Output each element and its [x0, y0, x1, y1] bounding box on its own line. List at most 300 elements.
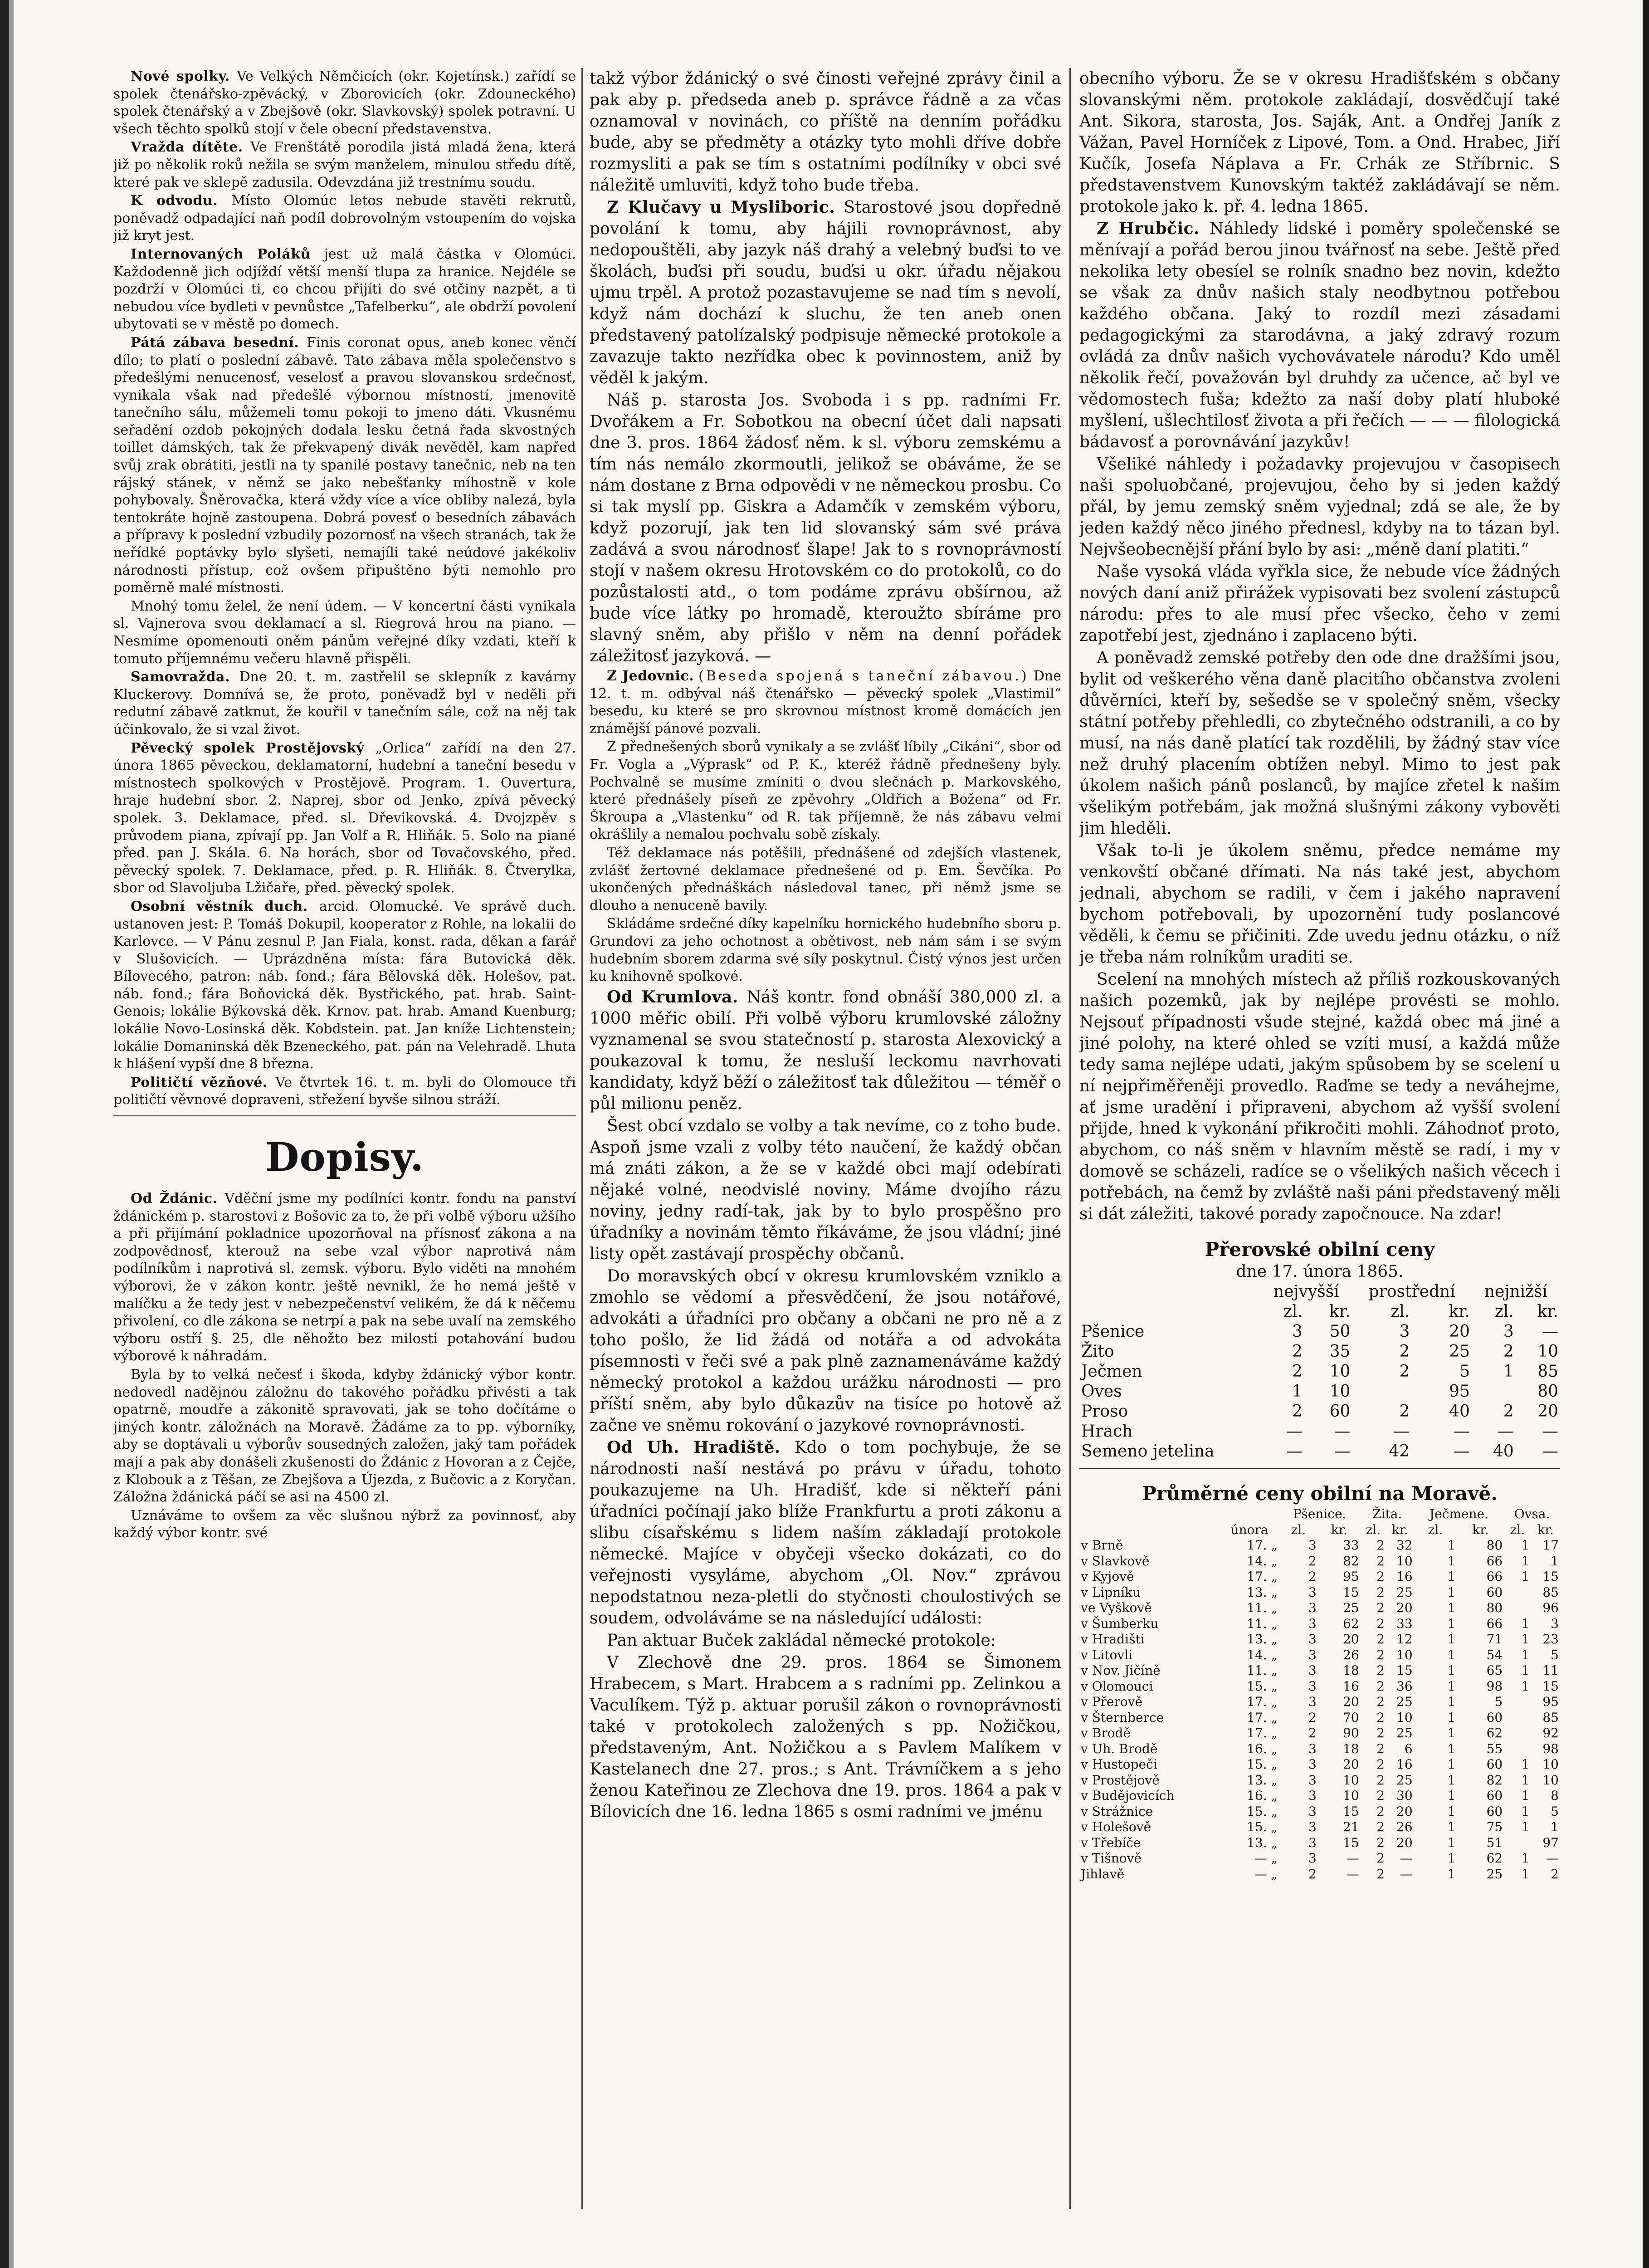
price-cell: 1: [1447, 1694, 1456, 1709]
article-paragraph: [113, 1366, 576, 1506]
price-cell: [1352, 1382, 1411, 1402]
price-cell: 3: [1308, 1741, 1317, 1756]
price-cell: 5: [1494, 1694, 1503, 1709]
price-cell: 3: [1308, 1788, 1317, 1803]
article-text: Ve čtvrtek 16. t. m. byli do Olomouce tři političtí věvnové dopraveni, střežení byvše silnou stráží.: [113, 1074, 576, 1108]
price-cell: 1: [1447, 1819, 1456, 1834]
price-cell: 15: [1343, 1584, 1359, 1600]
price-cell: 5: [1551, 1647, 1559, 1662]
price-cell: 85: [1542, 1710, 1559, 1725]
unit-header: zl.: [1510, 1522, 1525, 1537]
place-name: v Přerově: [1081, 1694, 1143, 1709]
price-cell: 70: [1343, 1710, 1359, 1725]
article-text: Náš p. starosta Jos. Svoboda i s pp. radními Fr. Dvořákem a Fr. Sobotkou na obecní účet dali napsati dne 3. pros. 1864 žádosť něm. k sl. výboru zemskému a tím nás nemálo zkormoutli, jelikož se obáváme, že se nám dostane z Brna odpovědi v ne německou prosbu. Co si tak myslí pp. Giskra a Adamčík v zemském výboru, když pozorují, jak ten lid slovanský sám své práva zadává a svou národnosť šlape! Jak to s rovnoprávností stojí v našem okresu Hrotovském co do protokolů, co do pozůstalosti atd., o tom podáme zprávu obšírnou, až bude více látky po hromadě, kteroužto sbíráme pro slavný sněm, aby přišlo v něm na denní pořádek záležitosť jazyková. —: [590, 391, 1061, 665]
price-cell: 25: [1449, 1342, 1470, 1361]
market-day: 16. „: [1247, 1788, 1278, 1803]
price-cell: 1: [1521, 1616, 1530, 1631]
price-cell: 42: [1389, 1442, 1410, 1461]
place-name: v Budějovicích: [1081, 1788, 1175, 1803]
place-name: v Kyjově: [1081, 1569, 1134, 1584]
article-lead: K odvodu.: [131, 193, 232, 209]
price-cell: 1: [1447, 1538, 1456, 1553]
market-day: 14. „: [1247, 1553, 1278, 1569]
article-paragraph: [113, 334, 576, 597]
article-paragraph: [590, 1266, 1061, 1436]
column-header: nejvyšší: [1273, 1282, 1339, 1301]
price-cell: 1: [1521, 1538, 1530, 1553]
price-cell: 2: [1308, 1725, 1317, 1740]
article-text: A poněvadž zemské potřeby den ode dne dražšími jsou, bylit od veškerého věna daně placitího občanstva zvoleni důvěrníci, kteří by, sešedše se v společný sněm, všecky státní potřeby přehledli, co zbytečného odstranili, a co by musí, na nás daně platící tak rozdělili, by žádný stav více než druhý placením obtížen nebyl. Mimo to jest pak úkolem našich pánů poslanců, by majíce zřetel k našim všelikým potřebám, jak možná slušnými zákony vybověti jim hleděli.: [1079, 649, 1560, 838]
price-cell: 2: [1308, 1710, 1317, 1725]
unit-header: zl.: [1291, 1522, 1306, 1537]
price-cell: 1: [1521, 1866, 1530, 1882]
price-cell: 18: [1343, 1741, 1359, 1756]
market-day: 17. „: [1247, 1725, 1278, 1740]
price-cell: —: [1542, 1422, 1558, 1441]
table-header-row: [1079, 1282, 1560, 1302]
market-day: 13. „: [1247, 1835, 1278, 1850]
price-cell: 2: [1376, 1851, 1385, 1866]
price-cell: 2: [1376, 1538, 1385, 1553]
price-cell: 95: [1542, 1694, 1559, 1709]
place-name: v Hradišti: [1081, 1632, 1145, 1647]
price-cell: 10: [1396, 1647, 1413, 1662]
month-header: února: [1230, 1522, 1268, 1537]
table-corner: [1079, 1506, 1220, 1522]
price-cell: 2: [1376, 1569, 1385, 1584]
article-paragraph: [113, 598, 576, 668]
price-cell: 26: [1396, 1819, 1413, 1834]
price-cell: 1: [1447, 1678, 1456, 1694]
price-cell: 85: [1537, 1362, 1558, 1381]
price-cell: 2: [1376, 1632, 1385, 1647]
dopisy-section: [113, 1190, 576, 1542]
price-cell: 66: [1486, 1616, 1503, 1631]
price-cell: 3: [1308, 1616, 1317, 1631]
price-cell: 32: [1396, 1538, 1413, 1553]
article-paragraph: [113, 740, 576, 897]
article-lead: Od Krumlova.: [607, 987, 747, 1007]
price-cell: 16: [1396, 1757, 1413, 1772]
price-cell: 96: [1542, 1600, 1559, 1615]
price-cell: 3: [1399, 1322, 1410, 1341]
grain-name: Žito: [1081, 1342, 1114, 1361]
price-cell: 85: [1542, 1584, 1559, 1600]
table-row: [1079, 1382, 1560, 1402]
price-cell: 1: [1551, 1553, 1559, 1569]
price-cell: 3: [1308, 1647, 1317, 1662]
table-row: [1079, 1600, 1560, 1616]
price-cell: 33: [1343, 1538, 1359, 1553]
table-row: [1079, 1616, 1560, 1632]
price-cell: —: [1546, 1851, 1559, 1866]
article-text: Naše vysoká vláda vyřkla sice, že nebude více žádných nových daní aniž přirážek vypisovati bez svolení zástupců národu: přes to ale musí přec všecko, čeho v zemi zapotřebí jest, zjednáno i zaplaceno býti.: [1079, 562, 1560, 645]
price-cell: —: [1286, 1442, 1303, 1461]
market-day: 15. „: [1247, 1757, 1278, 1772]
unit-header: kr.: [1329, 1302, 1351, 1321]
unit-header: zl.: [1494, 1302, 1514, 1321]
price-cell: 1: [1521, 1632, 1530, 1647]
article-lead: Nové spolky.: [131, 68, 237, 84]
article-paragraph: Skládáme srdečné díky kapelníku hornického hudebního sboru p. Grundovi za jeho ochotnost a obětivost, neb nám sám i se svým hudebním sborem zdarma své síly poskytnul. Čistý výnos jest určen ku knihovně spolkové.: [590, 916, 1061, 985]
local-news: [113, 68, 576, 1109]
article-text: Všeliké náhledy i požadavky projevujou v časopisech naši spoluobčané, projevujou, čeho by si jeden každý přál, by jemu zemský sněm vyjednal; zdá se ale, že by jeden každý něco jiného přednesl, kdyby na to tázan byl. Nejvšeobecnější přání bylo by asi: „méně daní platiti.“: [1079, 455, 1560, 559]
price-cell: [1504, 1725, 1531, 1741]
grain-name: Hrach: [1081, 1422, 1133, 1441]
column-header: Ječmene.: [1429, 1506, 1488, 1521]
price-cell: 1: [1447, 1569, 1456, 1584]
price-cell: 3: [1308, 1584, 1317, 1600]
column-3: [1079, 68, 1560, 2227]
table-row: [1079, 1585, 1560, 1601]
market-day: 11. „: [1247, 1600, 1278, 1615]
price-cell: 3: [1551, 1616, 1559, 1631]
table-row: [1079, 1710, 1560, 1726]
price-cell: 3: [1308, 1663, 1317, 1678]
article-text: Do moravských obcí v okresu krumlovském vzniklo a zmohlo se vědomí a přesvědčení, že jsou notářové, advokáti a úřadníci pro občany a občani ne pro ně a z toho pošlo, že lid žádá od notářa a od advokáta písemnosti v řeči své a pak plně zaznamenáváme každý německý protokol a každou urážku národnosti — pro příští sněm, aby bylo důkazův na tisíce po hotově až začne ve sněmu rokování o jazykové rovnoprávnosti.: [590, 1266, 1061, 1435]
price-cell: 10: [1542, 1772, 1559, 1788]
place-name: v Nov. Jičíně: [1081, 1663, 1161, 1678]
article-text: Dne 20. t. m. zastřelil se sklepník z kavárny Kluckerovy. Domnívá se, že proto, poněvadž byl v neděli při redutní zábavě zatknut, že kouřil v tanečním sále, což na něj tak účinkovalo, že si vzal život.: [113, 669, 576, 738]
price-cell: 25: [1343, 1600, 1359, 1615]
price-cell: 2: [1376, 1788, 1385, 1803]
price-cell: 3: [1308, 1694, 1317, 1709]
price-cell: 1: [1521, 1647, 1530, 1662]
price-cell: 3: [1292, 1322, 1303, 1341]
table-row: [1079, 1538, 1560, 1554]
article-paragraph: [113, 68, 576, 138]
price-cell: 1: [1521, 1569, 1530, 1584]
column-header: Žita.: [1372, 1506, 1402, 1521]
price-cell: 2: [1376, 1772, 1385, 1788]
unit-header: kr.: [1449, 1302, 1470, 1321]
market-day: 17. „: [1247, 1694, 1278, 1709]
unit-header: zl.: [1390, 1302, 1410, 1321]
price-cell: 1: [1447, 1866, 1456, 1882]
section-divider: [1079, 1468, 1560, 1469]
price-cell: 92: [1542, 1725, 1559, 1740]
price-cell: 60: [1486, 1710, 1503, 1725]
price-cell: 1: [1521, 1757, 1530, 1772]
price-cell: 40: [1493, 1442, 1514, 1461]
price-cell: 10: [1542, 1757, 1559, 1772]
table-row: [1079, 1442, 1560, 1461]
price-cell: 1: [1447, 1741, 1456, 1756]
price-cell: 82: [1486, 1772, 1503, 1788]
price-cell: 20: [1449, 1322, 1470, 1341]
price-cell: 20: [1343, 1694, 1359, 1709]
prerov-prices-date: dne 17. února 1865.: [1236, 1262, 1404, 1281]
article-paragraph: Též deklamace nás potěšili, přednášené od zdejších vlastenek, zvlášť žertovné deklamace přednešené od p. Em. Ševčíka. Po ukončených přednáškách následoval tanec, při němž jsme se dlouho a nenuceně bavily.: [590, 845, 1061, 914]
price-cell: 40: [1449, 1402, 1470, 1421]
column-rule-1: [581, 68, 583, 2209]
price-cell: 26: [1343, 1647, 1359, 1662]
market-day: 17. „: [1247, 1538, 1278, 1553]
price-cell: 2: [1376, 1663, 1385, 1678]
price-cell: [1504, 1694, 1531, 1710]
table-row: [1079, 1663, 1560, 1679]
article-lead: Vražda dítěte.: [131, 139, 251, 156]
article-text: obecního výboru. Že se v okresu Hradišťském s občany slovanskými něm. protokole zakládají, dosvědčují také Ant. Sikora, starosta, Jos. Saják, Ant. a Ondřej Janík z Vážan, Pavel Horníček z Lipové, Tom. a Ond. Hrabec, Jiří Kučík, Josefa Náplava a Fr. Crhák ze Stříbrnic. S představenstvem Kunovským taktéž zakládávají se něm. protokole jako k. př. 4. ledna 1865.: [1079, 69, 1560, 216]
place-name: ve Vyškově: [1081, 1600, 1152, 1615]
article-paragraph: [590, 1437, 1061, 1629]
article-paragraph: [113, 1190, 576, 1365]
article-text: Náhledy lidské i poměry společenské se měnívají a pořád berou jinou tvářnosť na sebe. Ještě před nekolika lety obesíel se rolník snadno bez novin, kdežto se však za dnův našich staly neodbytnou potřebou každého občana. Jaký to rozdíl mezi zásadami pedagogickými za starodávna, a jaký zdravý rozum ovládá za dnův našich vychovávatele národu? Kdo uměl několik řečí, považován byl druhdy za učence, ač byl ve vědomostech fuša; kdežto za naší doby platí hluboké myšlení, ušlechtilosť života a při řečích — — — filologická bádavosť a porovnávání jazykův!: [1079, 220, 1560, 451]
place-name: v Litovli: [1081, 1647, 1133, 1662]
article-paragraph: [590, 197, 1061, 389]
price-cell: 2: [1376, 1725, 1385, 1740]
unit-header: kr.: [1472, 1522, 1489, 1537]
place-name: v Třebíče: [1081, 1835, 1141, 1850]
table-row: [1079, 1835, 1560, 1851]
article-text: Místo Olomúc letos nebude stavěti rekrutů, poněvadž odpadající naň podíl dobrovolným vstoupením do vojska již kryt jest.: [113, 193, 576, 244]
prerov-prices-title: Přerovské obilní ceny: [1205, 1238, 1435, 1261]
price-cell: 2: [1503, 1342, 1514, 1361]
price-cell: [1504, 1741, 1531, 1757]
article-paragraph: takž výbor ždánický o své činosti veřejné zprávy činil a pak aby p. předseda aneb p. správce řádně a za včas oznamoval v novinách, co příště na denním pořádku bude, aby se předměty a otázky tyto mohli dříve dobře rozmysliti a pak se tím s ostatními podílníky v obci své náležitě umluviti, když toho bude třeba.: [590, 69, 1061, 195]
table-row: [1079, 1422, 1560, 1442]
table-unit-row: [1079, 1302, 1560, 1322]
article-paragraph: [590, 987, 1061, 1114]
price-cell: 1: [1447, 1663, 1456, 1678]
price-cell: 5: [1551, 1804, 1559, 1819]
price-cell: —: [1542, 1442, 1558, 1461]
price-cell: 20: [1396, 1835, 1413, 1850]
article-text: Uznáváme to ovšem za věc slušnou nýbrž za povinnosť, aby každý výbor kontr. své: [113, 1507, 576, 1541]
market-day: 14. „: [1247, 1647, 1278, 1662]
price-cell: —: [1334, 1442, 1351, 1461]
article-paragraph: [113, 246, 576, 333]
price-cell: 1: [1521, 1851, 1530, 1866]
place-name: v Slavkově: [1081, 1553, 1150, 1569]
price-cell: 1: [1447, 1725, 1456, 1740]
price-cell: 2: [1376, 1804, 1385, 1819]
article-paragraph: [590, 1115, 1061, 1265]
price-cell: 1: [1503, 1362, 1514, 1381]
column-header: prostřední: [1368, 1282, 1455, 1301]
article-lead: Pátá zábava besední.: [131, 334, 307, 351]
article-paragraph: [1079, 969, 1560, 1225]
price-cell: [1472, 1382, 1516, 1402]
place-name: v Olomouci: [1081, 1678, 1153, 1694]
price-cell: 3: [1308, 1804, 1317, 1819]
price-cell: —: [1453, 1422, 1470, 1441]
price-cell: 16: [1396, 1569, 1413, 1584]
price-cell: 1: [1521, 1804, 1530, 1819]
place-name: v Brodě: [1081, 1725, 1131, 1740]
article-text: Ve Velkých Němčicích (okr. Kojetínsk.) zařídí se spolek čtenářsko-zpěvácký, v Zborovicích (okr. Zdouneckého) spolek čtenářský a v Zbejšově (okr. Slavkovský) spolek potravní. U všech těchto spolků stojí v čele obecní představenstva.: [113, 68, 576, 137]
column-2: [590, 68, 1061, 2209]
article-paragraph: [113, 669, 576, 738]
table-row: [1079, 1342, 1560, 1362]
price-cell: —: [1400, 1851, 1413, 1866]
price-cell: 82: [1343, 1553, 1359, 1569]
table-row: [1079, 1694, 1560, 1710]
market-day: — „: [1254, 1851, 1278, 1866]
table-row: [1079, 1362, 1560, 1382]
table-row: [1079, 1788, 1560, 1804]
table-unit-row: [1079, 1522, 1560, 1538]
price-cell: 1: [1292, 1382, 1303, 1401]
place-name: Jihlavě: [1081, 1866, 1125, 1882]
price-cell: 50: [1329, 1322, 1351, 1341]
price-cell: 2: [1308, 1569, 1317, 1584]
market-day: — „: [1254, 1866, 1278, 1882]
market-day: 13. „: [1247, 1632, 1278, 1647]
price-cell: 2: [1376, 1757, 1385, 1772]
price-cell: 2: [1376, 1741, 1385, 1756]
price-cell: 1: [1447, 1584, 1456, 1600]
unit-header: kr.: [1331, 1522, 1347, 1537]
table-row: [1079, 1322, 1560, 1342]
table-row: [1079, 1554, 1560, 1569]
price-cell: 1: [1551, 1819, 1559, 1834]
grain-name: Pšenice: [1081, 1322, 1145, 1341]
price-cell: 98: [1542, 1741, 1559, 1756]
price-cell: 2: [1292, 1402, 1303, 1421]
price-cell: 10: [1329, 1382, 1351, 1401]
article-paragraph: [1079, 218, 1560, 453]
column-1: [113, 68, 576, 2195]
price-cell: 23: [1542, 1632, 1559, 1647]
table-row: [1079, 1741, 1560, 1757]
price-cell: 33: [1396, 1616, 1413, 1631]
unit-header: kr.: [1391, 1522, 1408, 1537]
price-cell: 1: [1447, 1553, 1456, 1569]
price-cell: 2: [1308, 1553, 1317, 1569]
price-cell: 1: [1447, 1757, 1456, 1772]
price-cell: —: [1334, 1422, 1351, 1441]
price-cell: 25: [1396, 1725, 1413, 1740]
article-lead: Internovaných Poláků: [131, 246, 324, 262]
grain-name: Proso: [1081, 1402, 1128, 1421]
price-cell: 95: [1343, 1569, 1359, 1584]
correspondence-b: [590, 987, 1061, 1823]
price-cell: [1504, 1835, 1531, 1851]
price-cell: 1: [1447, 1647, 1456, 1662]
price-cell: 62: [1486, 1851, 1503, 1866]
price-cell: 80: [1537, 1382, 1558, 1401]
price-cell: —: [1400, 1866, 1413, 1882]
place-name: v Tišnově: [1081, 1851, 1142, 1866]
market-day: 11. „: [1247, 1663, 1278, 1678]
hrubcic-article: [1079, 68, 1560, 1225]
column-header: Ovsa.: [1514, 1506, 1550, 1521]
price-cell: 2: [1292, 1362, 1303, 1381]
market-day: 15. „: [1247, 1804, 1278, 1819]
price-cell: 3: [1308, 1538, 1317, 1553]
price-cell: 2: [1376, 1835, 1385, 1850]
market-day: 15. „: [1247, 1678, 1278, 1694]
price-cell: 1: [1521, 1772, 1530, 1788]
price-cell: 20: [1396, 1600, 1413, 1615]
price-cell: 3: [1308, 1757, 1317, 1772]
price-cell: 15: [1343, 1804, 1359, 1819]
article-paragraph: [1079, 840, 1560, 968]
unit-header: zl.: [1428, 1522, 1443, 1537]
price-cell: 65: [1486, 1663, 1503, 1678]
price-cell: 3: [1308, 1819, 1317, 1834]
article-paragraph: [1079, 561, 1560, 646]
price-cell: 1: [1447, 1851, 1456, 1866]
table-row: [1079, 1757, 1560, 1773]
article-paragraph: [590, 390, 1061, 667]
price-cell: 1: [1447, 1710, 1456, 1725]
price-cell: 2: [1399, 1362, 1410, 1381]
price-cell: 66: [1486, 1569, 1503, 1584]
table-row: [1079, 1569, 1560, 1585]
unit-header: kr.: [1537, 1522, 1554, 1537]
price-cell: 1: [1447, 1788, 1456, 1803]
article-lead: Od Uh. Hradiště.: [607, 1437, 795, 1457]
price-cell: 8: [1551, 1788, 1559, 1803]
article-text: jest už malá částka v Olomúci. Každodenně jich odjíždí větší menší tlupa za hranice. Nejdéle se pozdrží v Olomúci ti, co chcou přijíti do své otčiny nazpět, a ti nebudou více bydleti v pevnůstce „Tafelberku“, ale obdrží povolení ubytovati se v městě po domech.: [113, 246, 576, 332]
price-cell: 2: [1376, 1819, 1385, 1834]
article-lead: Z Hrubčic.: [1097, 219, 1210, 238]
price-cell: 3: [1503, 1322, 1514, 1341]
table-header-row: [1079, 1506, 1560, 1522]
price-cell: 3: [1308, 1632, 1317, 1647]
price-cell: 10: [1396, 1553, 1413, 1569]
article-text: Však to-li je úkolem sněmu, předce nemáme my venkovští občané dřímati. Na nás také jest, abychom jednali, abychom se radili, v čem i jakého napravení bychom potřebovali, by upozornění tudy poslancové věděli, k čemu se přičiniti. Zde uvedu jednu otázku, o níž je třeba nám rolníkům uraditi se.: [1079, 841, 1560, 967]
price-cell: 3: [1308, 1600, 1317, 1615]
price-cell: 1: [1447, 1772, 1456, 1788]
place-name: v Hustopeči: [1081, 1757, 1157, 1772]
price-cell: 1: [1447, 1835, 1456, 1850]
grain-name: Ječmen: [1081, 1362, 1142, 1381]
price-cell: 21: [1343, 1819, 1359, 1834]
price-cell: 2: [1503, 1402, 1514, 1421]
price-cell: 54: [1486, 1647, 1503, 1662]
price-cell: 62: [1486, 1725, 1503, 1740]
article-text: Byla by to velká nečesť i škoda, kdyby ždánický výbor kontr. nedovedl nadějnou záložnu do takového pořádku přivésti a tak opatrně, moudře a zákonitě spravovati, jak se toho dočítáme o jiných kontr. záložnách na Moravě. Žádáme za to pp. výborníky, aby se doptávali u výborův sousedných založen, jaký tam pořádek mají a pak aby donášeli zkušenosti do Ždánic z Hovoran a z Čejče, z Klobouk a z Těšan, ze Zbejšova a Újezda, z Bučovic a z Koryčan. Záložna ždánická páčí se asi na 4500 zl.: [113, 1366, 576, 1505]
price-cell: 2: [1376, 1584, 1385, 1600]
price-cell: 1: [1521, 1553, 1530, 1569]
price-cell: 3: [1308, 1835, 1317, 1850]
price-cell: 2: [1551, 1866, 1559, 1882]
jedovnic-report: [590, 738, 1061, 985]
article-text: „Orlica“ zařídí na den 27. února 1865 pěveckou, deklamatorní, hudební a taneční besedu v místnostech spolkových v Prostějově. Program. 1. Ouvertura, hraje hudební sbor. 2. Naprej, sbor od Jenko, zpívá pěvecký spolek. 3. Deklamace, před. sl. Dřevikovská. 4. Dvojzpěv s průvodem piana, zpívají pp. Jan Volf a R. Hliňák. 5. Solo na piané před. pan J. Skála. 6. Na horách, sbor od Tovačovského, před. pěvecký spolek. 7. Deklamace, před. p. R. Hliňák. 8. Čtverylka, sbor od Slavoljuba Lžičaře, před. pěvecký spolek.: [113, 740, 576, 896]
price-cell: [1504, 1710, 1531, 1726]
correspondence-a: [590, 197, 1061, 667]
price-cell: 60: [1486, 1788, 1503, 1803]
price-cell: 1: [1447, 1804, 1456, 1819]
price-cell: 60: [1329, 1402, 1351, 1421]
price-cell: 80: [1486, 1538, 1503, 1553]
article-paragraph: [590, 1630, 1061, 1651]
price-cell: 10: [1343, 1772, 1359, 1788]
article-paragraph: [1079, 68, 1560, 217]
article-paragraph: [113, 1074, 576, 1109]
price-cell: 62: [1343, 1616, 1359, 1631]
price-cell: 51: [1486, 1835, 1503, 1850]
table-row: [1079, 1647, 1560, 1663]
price-cell: 3: [1308, 1678, 1317, 1694]
price-cell: 2: [1399, 1402, 1410, 1421]
place-name: v Strážnice: [1081, 1804, 1153, 1819]
table-row: [1079, 1725, 1560, 1741]
price-cell: 2: [1308, 1866, 1317, 1882]
unit-header: zl.: [1366, 1522, 1381, 1537]
price-cell: 25: [1396, 1584, 1413, 1600]
price-cell: 2: [1376, 1647, 1385, 1662]
price-cell: 1: [1521, 1819, 1530, 1834]
price-cell: 10: [1396, 1710, 1413, 1725]
price-cell: 15: [1542, 1569, 1559, 1584]
price-cell: —: [1542, 1322, 1558, 1341]
price-cell: 11: [1542, 1663, 1559, 1678]
place-name: v Šternberce: [1081, 1710, 1164, 1725]
